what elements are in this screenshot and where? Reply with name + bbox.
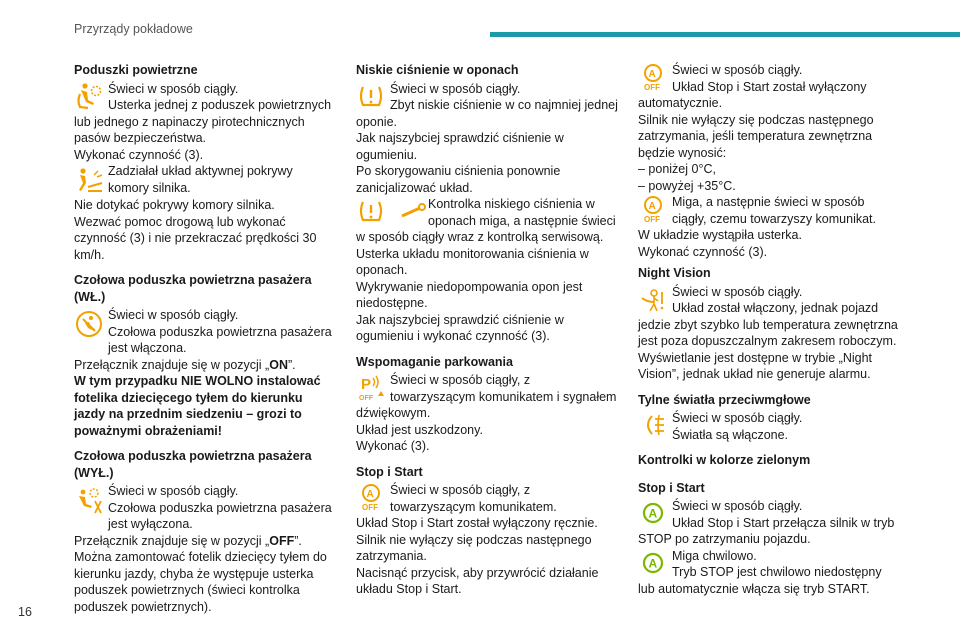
text: Zbyt niskie ciśnienie w co najmniej jednej oponie.	[356, 98, 618, 129]
svg-text:OFF: OFF	[359, 395, 373, 402]
airbag-warning-icon	[74, 81, 108, 113]
heading-stop-start: Stop i Start	[356, 464, 423, 479]
warning-text: W tym przypadku NIE WOLNO instalować fotelika dziecięcego tyłem do kierunku jazdy na przednim siedzeniu – grozi to poważnymi obrażeniami!	[74, 374, 321, 438]
text: Układ Stop i Start przełącza silnik w tryb STOP po zatrzymaniu pojazdu.	[638, 515, 895, 546]
svg-text:A: A	[648, 506, 658, 521]
tyre-service-icon-pair	[356, 196, 428, 228]
page-number: 16	[18, 605, 32, 619]
passenger-airbag-on-icon	[74, 309, 108, 341]
heading-green-indicators: Kontrolki w kolorze zielonym	[638, 453, 811, 467]
text: Zadziałał układ aktywnej pokrywy komory silnika.	[108, 164, 293, 195]
heading-night-vision: Night Vision	[638, 266, 711, 280]
text: Nie dotykać pokrywy komory silnika.	[74, 198, 275, 212]
column-3	[638, 62, 900, 597]
stop-start-off-icon	[638, 62, 672, 94]
tyre-pressure-icon	[356, 81, 390, 113]
text: Usterka jednej z poduszek powietrznych lub jednego z napinaczy pirotechnicznych pasów bezpieczeństwa.	[74, 98, 332, 145]
heading-stop-start-green: Stop i Start	[638, 480, 705, 495]
stop-start-green-icon	[638, 498, 672, 530]
text: Wykonać (3).	[356, 439, 430, 453]
rear-fog-icon	[638, 410, 672, 442]
text: Silnik nie wyłączy się podczas następnego zatrzymania.	[356, 532, 592, 563]
text: Silnik nie wyłączy się podczas następnego zatrzymania, jeśli temperatura zewnętrzna będzie wynosić:	[638, 112, 874, 160]
text: – poniżej 0°C,	[638, 162, 716, 176]
text: Świeci w sposób ciągły.	[672, 63, 803, 77]
text: Światła są włączone.	[672, 427, 789, 442]
text: Świeci w sposób ciągły, z towarzyszącym komunikatem.	[390, 483, 557, 514]
text: Usterka układu monitorowania ciśnienia w oponach.	[356, 246, 589, 277]
text: Wykonać czynność (3).	[638, 244, 768, 259]
night-vision-icon	[638, 284, 672, 316]
passenger-airbag-off-icon	[74, 485, 108, 517]
switch-position-text: Przełącznik znajduje się w pozycji „OFF”.	[74, 533, 302, 548]
text: Kontrolka niskiego ciśnienia w oponach miga, a następnie świeci w sposób ciągły wraz z kontrolką serwisową.	[356, 197, 616, 244]
text: Wyświetlanie jest dostępne w trybie „Night Vision”, jednak układ nie generuje alarmu.	[638, 350, 873, 381]
text: Jak najszybciej sprawdzić ciśnienie w ogumieniu.	[356, 131, 564, 162]
text: W układzie wystąpiła usterka.	[638, 228, 802, 242]
svg-text:OFF: OFF	[644, 83, 660, 92]
text: Miga, a następnie świeci w sposób ciągły, czemu towarzyszy komunikat.	[672, 195, 876, 226]
svg-text:A: A	[648, 201, 656, 212]
text: – powyżej +35°C.	[638, 178, 736, 193]
text: Świeci w sposób ciągły.	[672, 284, 803, 299]
svg-text:P: P	[361, 376, 372, 393]
text: Świeci w sposób ciągły.	[108, 484, 239, 498]
column-2	[356, 62, 618, 598]
switch-position-text: Przełącznik znajduje się w pozycji „ON”.	[74, 357, 296, 372]
heading-passenger-airbag-off: Czołowa poduszka powietrzna pasażera (WYŁ.)	[74, 449, 312, 480]
text: Miga chwilowo.	[672, 548, 757, 563]
text: Czołowa poduszka powietrzna pasażera jest włączona.	[108, 324, 332, 355]
text: Czołowa poduszka powietrzna pasażera jest wyłączona.	[108, 500, 332, 531]
text: Świeci w sposób ciągły.	[108, 81, 239, 96]
text: Układ jest uszkodzony.	[356, 422, 483, 437]
text: Świeci w sposób ciągły.	[108, 308, 239, 322]
text: Wezwać pomoc drogową lub wykonać czynność (3) i nie przekraczać prędkości 30 km/h.	[74, 214, 317, 262]
column-1	[74, 62, 336, 615]
text: Wykonać czynność (3).	[74, 147, 204, 162]
stop-start-off-icon	[356, 482, 390, 514]
heading-passenger-airbag-on: Czołowa poduszka powietrzna pasażera (WŁ.)	[74, 273, 312, 304]
stop-start-off-icon	[638, 194, 672, 226]
text: Nacisnąć przycisk, aby przywrócić działanie układu Stop i Start.	[356, 565, 599, 596]
svg-text:OFF: OFF	[362, 503, 378, 512]
text: Układ Stop i Start został wyłączony ręcznie.	[356, 516, 598, 530]
svg-text:A: A	[648, 69, 656, 80]
heading-airbags: Poduszki powietrzne	[74, 63, 198, 77]
text: Świeci w sposób ciągły.	[672, 499, 803, 513]
text: Świeci w sposób ciągły.	[672, 411, 803, 425]
text: Świeci w sposób ciągły.	[390, 81, 521, 96]
parking-assist-off-icon	[356, 372, 390, 404]
section-title: Przyrządy pokładowe	[74, 22, 193, 36]
text: Układ został włączony, jednak pojazd jedzie zbyt szybko lub temperatura zewnętrzna jest poza dopuszczalnym zakresem roboczym.	[638, 301, 898, 348]
stop-start-green-icon	[638, 548, 672, 580]
svg-text:A: A	[366, 489, 374, 500]
heading-tyre-pressure: Niskie ciśnienie w oponach	[356, 63, 519, 77]
svg-text:OFF: OFF	[644, 215, 660, 224]
text: Świeci w sposób ciągły, z towarzyszącym komunikatem i sygnałem dźwiękowym.	[356, 373, 617, 420]
svg-text:A: A	[648, 556, 658, 570]
text: Po skorygowaniu ciśnienia ponownie zanicjalizować układ.	[356, 164, 561, 195]
header-accent-bar	[490, 32, 960, 37]
text: Można zamontować fotelik dziecięcy tyłem do kierunku jazdy, chyba że występuje usterka poduszek powietrznych (świeci kontrolka poduszek powietrznych).	[74, 550, 327, 614]
active-bonnet-icon	[74, 165, 108, 197]
text: Wykrywanie niedopompowania opon jest niedostępne.	[356, 279, 583, 310]
text: Tryb STOP jest chwilowo niedostępny lub automatycznie włącza się tryb START.	[638, 565, 882, 596]
heading-rear-fog: Tylne światła przeciwmgłowe	[638, 392, 811, 407]
text: Jak najszybciej sprawdzić ciśnienie w ogumieniu i wykonać czynność (3).	[356, 312, 564, 343]
text: Układ Stop i Start został wyłączony automatycznie.	[638, 79, 867, 110]
heading-parking-assist: Wspomaganie parkowania	[356, 354, 513, 369]
